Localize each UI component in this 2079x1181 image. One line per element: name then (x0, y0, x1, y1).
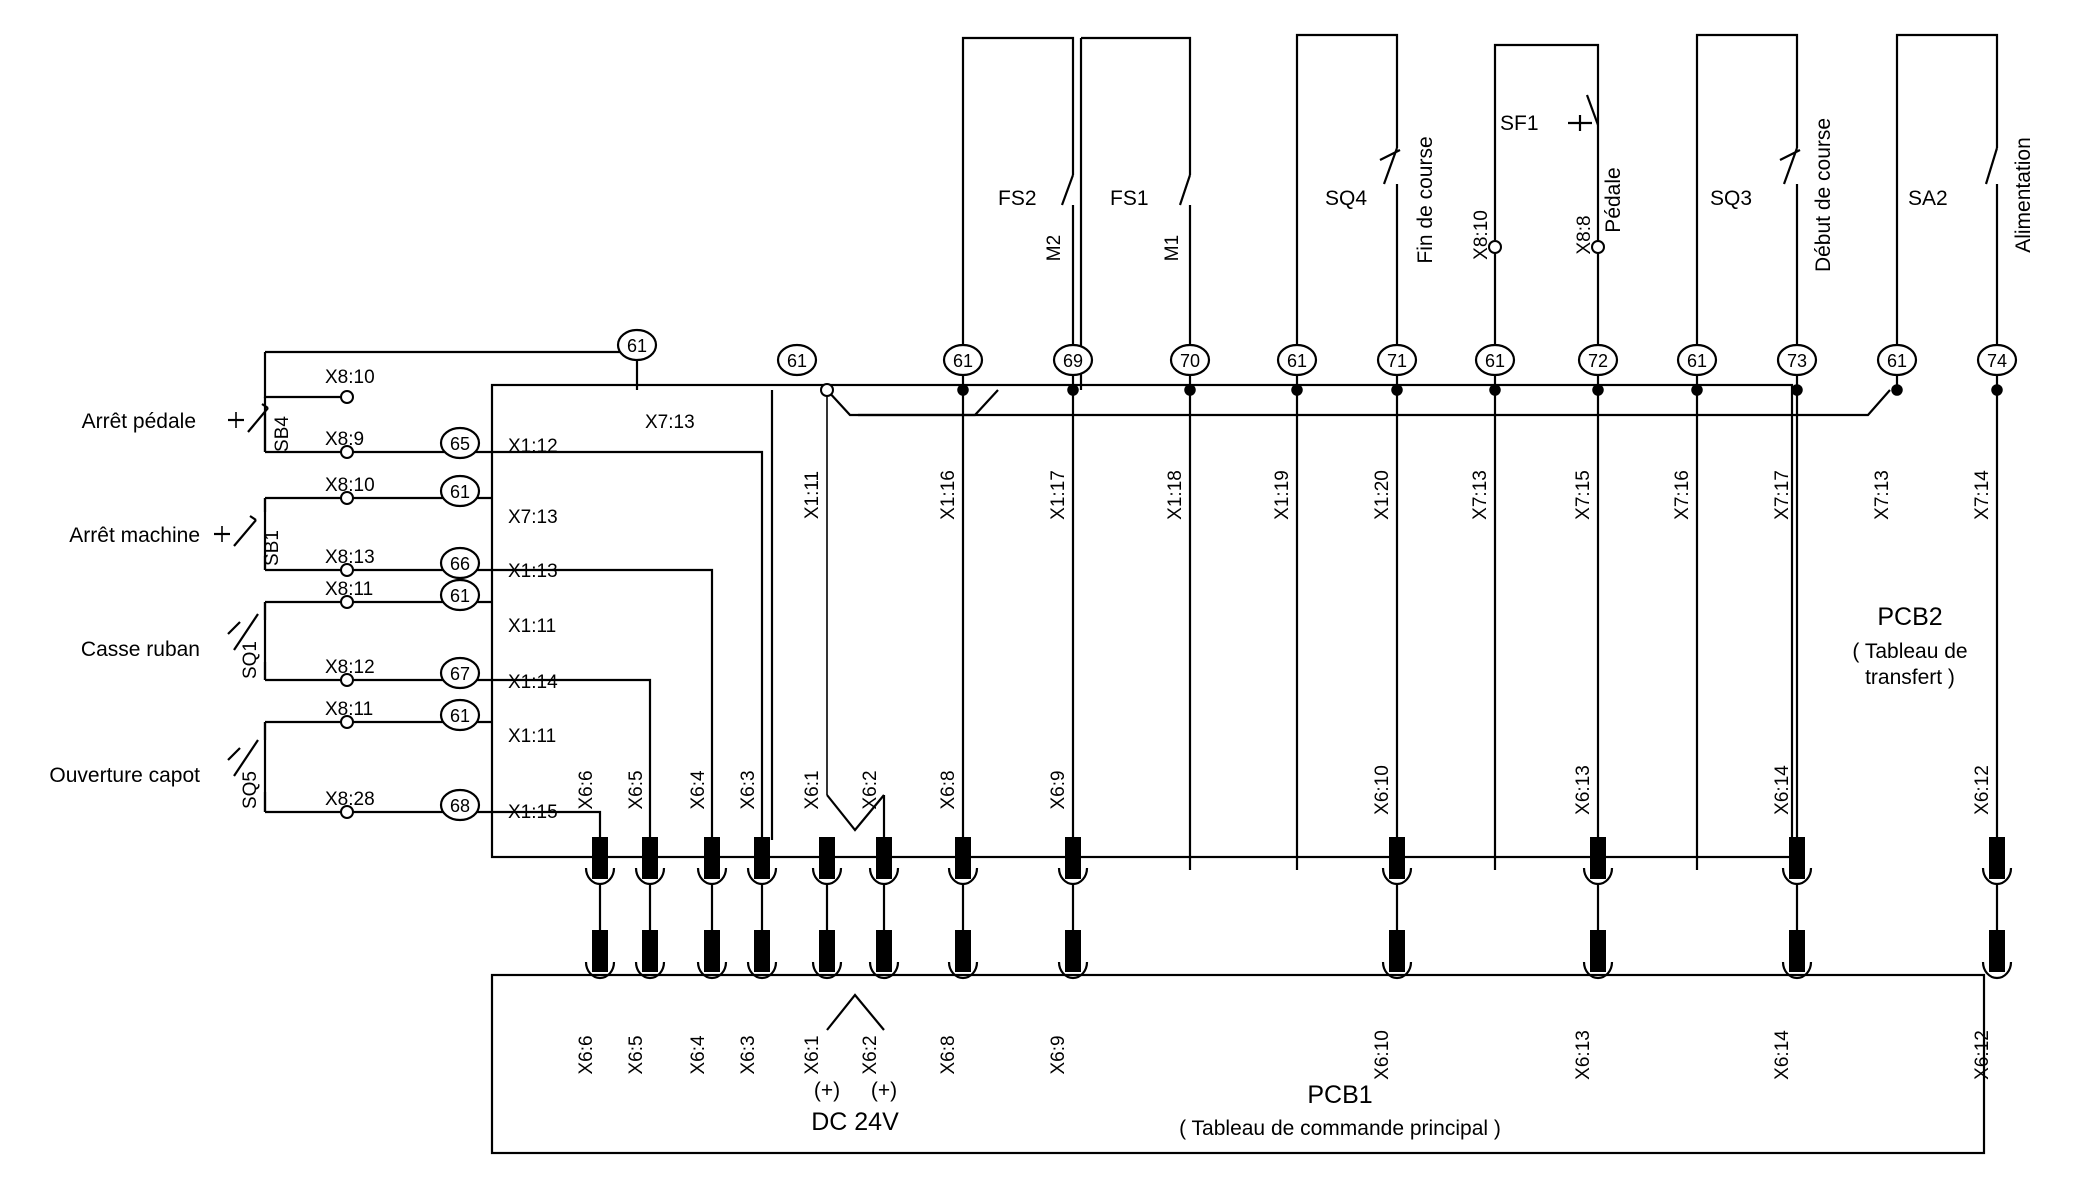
wirenum-68 (441, 790, 479, 820)
pcb2-bot-x6-2: X6:2 (860, 770, 881, 810)
label-dc24v: DC 24V (811, 1108, 899, 1136)
pcb2-bot-x6-13: X6:13 (1573, 765, 1594, 815)
pcb1-title: PCB1 (1307, 1081, 1373, 1109)
pcb1-top-x6-14: X6:14 (1772, 1030, 1793, 1080)
pcb2-term-x1-11a: X1:11 (508, 616, 557, 637)
svg-text:61: 61 (786, 351, 808, 371)
pcb2-bot-x6-8: X6:8 (938, 770, 959, 810)
wirenum-top-73 (1778, 345, 1816, 375)
pcb1-top-x6-10: X6:10 (1372, 1030, 1393, 1080)
label-casse-ruban: Casse ruban (80, 638, 200, 661)
pcb2-top-x1-16: X1:16 (938, 470, 959, 520)
wirenum-top-61b (944, 345, 982, 375)
label-ouverture-capot: Ouverture capot (49, 764, 200, 787)
term-sq5-bottom: X8:28 (325, 789, 375, 810)
pcb2-bot-x6-10: X6:10 (1372, 765, 1393, 815)
desc-fin-de-course: Fin de course (1414, 136, 1437, 264)
wirenum-top-61c (1278, 345, 1316, 375)
pcb2-title: PCB2 (1877, 603, 1943, 631)
ref-sb1: SB1 (262, 530, 283, 566)
wirenum-top-61a (778, 345, 816, 375)
pcb2-top-x7-13b: X7:13 (1872, 470, 1893, 520)
pcb2-top-x7-15: X7:15 (1573, 470, 1594, 520)
pcb2-top-x7-16: X7:16 (1672, 470, 1693, 520)
pcb2-top-x1-17: X1:17 (1048, 470, 1069, 520)
wirenum-top-61e (1678, 345, 1716, 375)
svg-text:73: 73 (1786, 351, 1808, 371)
term-sb1-top: X8:10 (325, 475, 375, 496)
wirenum-top-74 (1978, 345, 2016, 375)
pcb2-term-x1-12: X1:12 (508, 436, 558, 457)
pcb2-bot-x6-1: X6:1 (802, 770, 823, 810)
svg-text:65: 65 (449, 434, 471, 454)
label-m1: M1 (1162, 234, 1183, 262)
pcb2-term-x1-15: X1:15 (508, 802, 558, 823)
ref-sq1: SQ1 (240, 640, 261, 680)
ref-sa2: SA2 (1908, 187, 1948, 210)
pcb2-top-x1-18: X1:18 (1165, 470, 1186, 520)
wirenum-66 (441, 548, 479, 578)
svg-text:61: 61 (1484, 351, 1506, 371)
term-sb4-top: X8:10 (325, 367, 375, 388)
wirenum-top-61d (1476, 345, 1514, 375)
svg-text:61: 61 (449, 482, 471, 502)
svg-text:72: 72 (1587, 351, 1609, 371)
pcb1-top-x6-9: X6:9 (1048, 1035, 1069, 1075)
ref-sq3: SQ3 (1710, 187, 1753, 210)
svg-text:61: 61 (1286, 351, 1308, 371)
desc-alimentation: Alimentation (2012, 137, 2035, 253)
wirenum-top-72 (1579, 345, 1617, 375)
pcb2-term-x1-11b: X1:11 (508, 726, 557, 747)
svg-text:67: 67 (449, 664, 471, 684)
pcb1-top-x6-13: X6:13 (1573, 1030, 1594, 1080)
pcb2-top-x1-20: X1:20 (1372, 470, 1393, 520)
pcb2-term-x7-13-top: X7:13 (645, 412, 695, 433)
pcb2-bot-x6-12: X6:12 (1972, 765, 1993, 815)
svg-text:68: 68 (449, 796, 471, 816)
ref-fs1: FS1 (1110, 187, 1149, 210)
pcb2-top-x7-17: X7:17 (1772, 470, 1793, 520)
pcb1-top-x6-4: X6:4 (688, 1035, 709, 1075)
pcb2-subtitle-line1: ( Tableau de (1852, 640, 1968, 663)
pcb2-top-x7-13a: X7:13 (1470, 470, 1491, 520)
label-arret-pedale: Arrêt pédale (81, 410, 196, 433)
pcb1-top-x6-5: X6:5 (626, 1035, 647, 1075)
desc-debut-de-course: Début de course (1812, 117, 1835, 273)
pcb2-subtitle-line2: transfert ) (1865, 666, 1955, 689)
wirenum-65 (441, 428, 479, 458)
pcb2-bot-x6-9: X6:9 (1048, 770, 1069, 810)
svg-text:61: 61 (449, 586, 471, 606)
ref-sq4: SQ4 (1325, 187, 1368, 210)
term-sf1-right: X8:8 (1574, 215, 1595, 255)
pcb1-top-x6-12: X6:12 (1972, 1030, 1993, 1080)
svg-text:61: 61 (1686, 351, 1708, 371)
svg-text:66: 66 (449, 554, 471, 574)
wirenum-61-sq1 (441, 580, 479, 610)
ref-sf1: SF1 (1500, 112, 1539, 135)
wirenum-top-69 (1054, 345, 1092, 375)
pcb2-top-x7-14: X7:14 (1972, 470, 1993, 520)
pcb1-top-x6-2: X6:2 (860, 1035, 881, 1075)
svg-text:61: 61 (1886, 351, 1908, 371)
pcb2-term-x1-13: X1:13 (508, 561, 558, 582)
term-sq1-bottom: X8:12 (325, 657, 375, 678)
svg-text:61: 61 (952, 351, 974, 371)
term-sb1-bottom: X8:13 (325, 547, 375, 568)
wirenum-61-sb1 (441, 476, 479, 506)
label-plus-left: (+) (813, 1079, 841, 1102)
term-sf1-left: X8:10 (1471, 210, 1492, 260)
svg-text:70: 70 (1179, 351, 1201, 371)
pcb2-term-x7-13: X7:13 (508, 507, 558, 528)
wirenum-top-70 (1171, 345, 1209, 375)
wirenum-61-top (618, 330, 656, 360)
pcb1-top-x6-1: X6:1 (802, 1035, 823, 1075)
term-sq1-top: X8:11 (325, 579, 374, 600)
wirenum-67 (441, 658, 479, 688)
pcb2-bot-x6-4: X6:4 (688, 770, 709, 810)
pcb1-top-x6-6: X6:6 (576, 1035, 597, 1075)
svg-text:71: 71 (1386, 351, 1408, 371)
pcb2-bot-x6-5: X6:5 (626, 770, 647, 810)
pcb1-top-x6-8: X6:8 (938, 1035, 959, 1075)
pcb2-top-x1-11: X1:11 (802, 470, 823, 520)
label-arret-machine: Arrêt machine (69, 524, 200, 547)
pcb1-top-x6-3: X6:3 (738, 1035, 759, 1075)
pcb2-top-x1-19: X1:19 (1272, 470, 1293, 520)
svg-text:74: 74 (1986, 351, 2008, 371)
desc-pedale: Pédale (1602, 167, 1625, 233)
svg-text:69: 69 (1062, 351, 1084, 371)
pcb1-subtitle: ( Tableau de commande principal ) (1179, 1117, 1501, 1140)
pcb2-bot-x6-3: X6:3 (738, 770, 759, 810)
ref-fs2: FS2 (998, 187, 1037, 210)
wirenum-top-71 (1378, 345, 1416, 375)
label-plus-right: (+) (870, 1079, 898, 1102)
term-sq5-top: X8:11 (325, 699, 374, 720)
pcb2-bot-x6-6: X6:6 (576, 770, 597, 810)
label-m2: M2 (1044, 234, 1065, 262)
term-sb4-bottom: X8:9 (325, 429, 365, 450)
ref-sq5: SQ5 (240, 770, 261, 810)
wirenum-61-sq5 (441, 700, 479, 730)
ref-sb4: SB4 (272, 416, 293, 452)
svg-text:61: 61 (449, 706, 471, 726)
svg-text:61: 61 (626, 336, 648, 356)
wirenum-top-61f (1878, 345, 1916, 375)
pcb2-term-x1-14: X1:14 (508, 672, 558, 693)
pcb2-bot-x6-14: X6:14 (1772, 765, 1793, 815)
